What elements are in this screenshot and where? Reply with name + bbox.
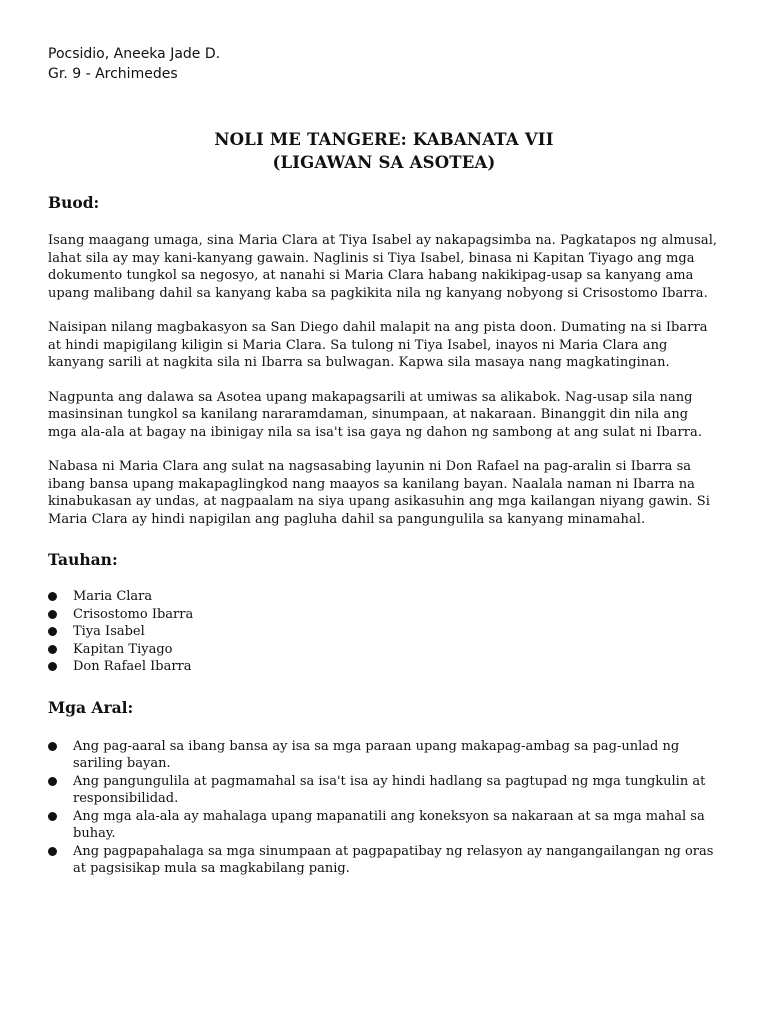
author-header — [48, 44, 720, 84]
bullet-icon — [48, 662, 57, 671]
student-section: Gr. 9 - Archimedes — [48, 66, 178, 82]
list-item-text: Maria Clara — [73, 589, 153, 604]
list-item — [48, 843, 720, 878]
buod-paragraph-4: Nabasa ni Maria Clara ang sulat na nagsasabing layunin ni Don Rafael na pag-aralin si Ibarra sa ibang bansa upang makapaglingkod nang maayos sa kanilang bayan. Naalala naman ni Ibarra na kinabukasan ay undas, at nagpaalam na siya upang asikasuhin ang mga kailangan niyang gawin. Si Maria Clara ay hindi napigilan ang pagluha dahil sa pangungulila sa kanyang minamahal. — [48, 459, 710, 527]
list-item-text: Ang pagpapahalaga sa mga sinumpaan at pagpapatibay ng relasyon ay nangangailangan ng oras at pagsisikap mula sa magkabilang panig. — [73, 843, 714, 876]
tauhan-heading: Tauhan: — [48, 550, 118, 569]
list-item-text: Ang pag-aaral sa ibang bansa ay isa sa mga paraan upang makapag-ambag sa pag-unlad ng sariling bayan. — [73, 738, 680, 771]
student-name: Pocsidio, Aneeka Jade D. — [48, 46, 221, 62]
list-item-text: Don Rafael Ibarra — [73, 659, 192, 674]
list-item-text: Tiya Isabel — [73, 624, 145, 639]
list-item — [48, 808, 720, 843]
bullet-icon — [48, 777, 57, 786]
list-item-text: Kapitan Tiyago — [73, 641, 173, 657]
document-title — [48, 128, 720, 174]
list-item — [48, 623, 720, 641]
bullet-icon — [48, 812, 57, 821]
aral-list — [48, 738, 720, 878]
bullet-icon — [48, 742, 57, 751]
list-item — [48, 606, 720, 624]
buod-paragraph-3: Nagpunta ang dalawa sa Asotea upang makapagsarili at umiwas sa alikabok. Nag-usap sila nang masinsinan tungkol sa kanilang nararamdaman, sinumpaan, at nakaraan. Binanggit din nila ang mga ala-ala at bagay na ibinigay nila sa isa't isa gaya ng dahon ng sambong at ang sulat ni Ibarra. — [48, 389, 702, 440]
bullet-icon — [48, 847, 57, 856]
list-item-text: Crisostomo Ibarra — [73, 606, 194, 622]
list-item — [48, 641, 720, 659]
title-line-1: NOLI ME TANGERE: KABANATA VII — [214, 130, 554, 149]
aral-heading: Mga Aral: — [48, 697, 134, 717]
list-item — [48, 773, 720, 808]
list-item — [48, 588, 720, 606]
buod-heading: Buod: — [48, 193, 100, 212]
list-item — [48, 658, 720, 676]
list-item-text: Ang mga ala-ala ay mahalaga upang mapanatili ang koneksyon sa nakaraan at sa mga mahal sa buhay. — [73, 808, 705, 841]
bullet-icon — [48, 610, 57, 619]
bullet-icon — [48, 645, 57, 654]
list-item-text: Ang pangungulila at pagmamahal sa isa't isa ay hindi hadlang sa pagtupad ng mga tungkulin at responsibilidad. — [73, 773, 706, 806]
list-item — [48, 738, 720, 773]
buod-paragraph-2: Naisipan nilang magbakasyon sa San Diego dahil malapit na ang pista doon. Dumating na si Ibarra at hindi mapigilang kiligin si Maria Clara. Sa tulong ni Tiya Isabel, inayos ni Maria Clara ang kanyang sarili at nagkita sila ni Ibarra sa bulwagan. Kapwa sila masaya nang magkatinginan. — [48, 320, 708, 370]
title-line-2: (LIGAWAN SA ASOTEA) — [272, 153, 496, 172]
bullet-icon — [48, 592, 57, 601]
bullet-icon — [48, 627, 57, 636]
tauhan-list — [48, 588, 720, 676]
buod-paragraph-1: Isang maagang umaga, sina Maria Clara at Tiya Isabel ay nakapagsimba na. Pagkatapos ng almusal, lahat sila ay may kani-kanyang gawain. Naglinis si Tiya Isabel, binasa ni Kapitan Tiyago ang mga dokumento tungkol sa negosyo, at nanahi si Maria Clara habang nakikipag-usap sa kanyang ama upang malibang dahil sa kanyang kaba sa pagkikita nila ng kanyang nobyong si Crisostomo Ibarra. — [48, 233, 718, 301]
